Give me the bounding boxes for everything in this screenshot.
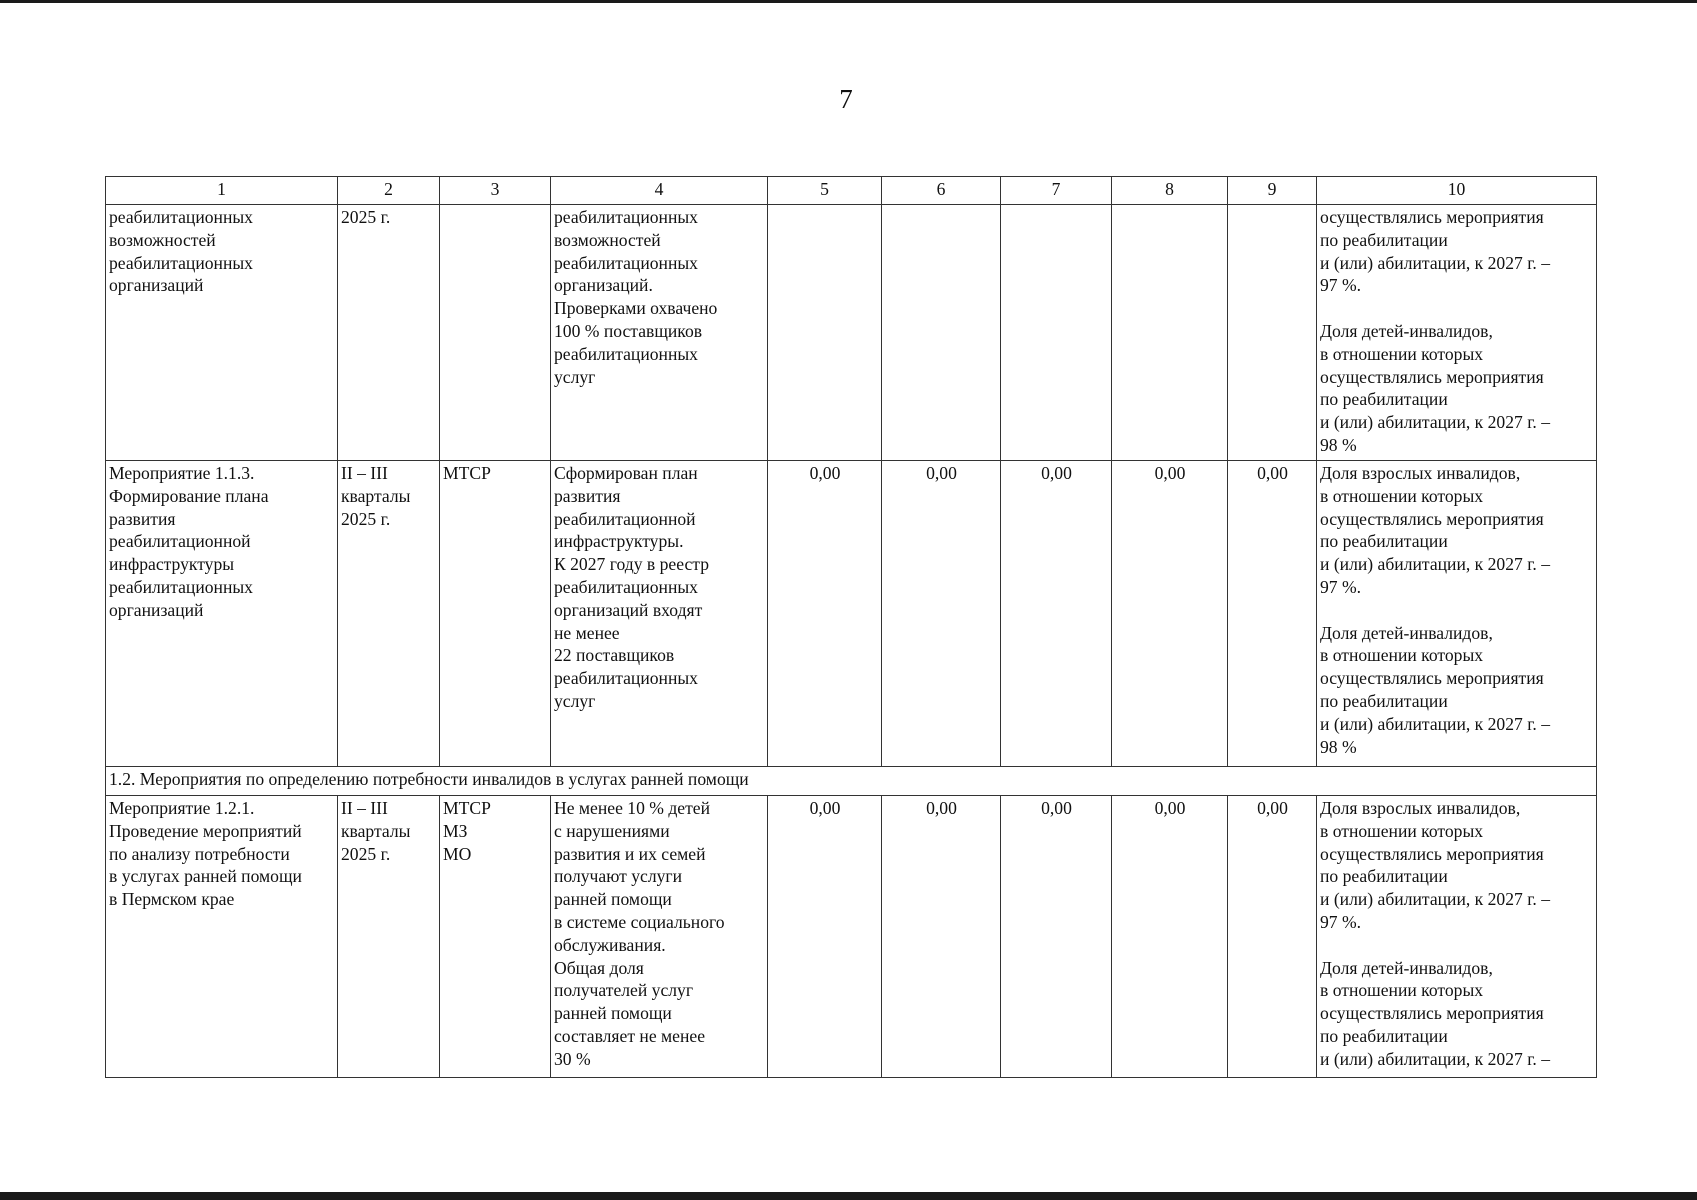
value-cell: [1112, 205, 1228, 461]
section-heading: 1.2. Мероприятия по определению потребности инвалидов в услугах ранней помощи: [106, 767, 1597, 796]
value-cell: 0,00: [1228, 461, 1317, 767]
result-cell: Сформирован план развития реабилитационной инфраструктуры. К 2027 году в реестр реабилитационных организаций входят не менее 22 поставщиков реабилитационных услуг: [551, 461, 768, 767]
value-cell: 0,00: [1112, 461, 1228, 767]
header-cell-1: 1: [106, 177, 338, 205]
scan-bottom-edge: [0, 1192, 1697, 1200]
value-cell: [1001, 205, 1112, 461]
event-name-cell: Мероприятие 1.1.3. Формирование плана развития реабилитационной инфраструктуры реабилитационных организаций: [106, 461, 338, 767]
deadline-cell: II – III кварталы 2025 г.: [338, 461, 440, 767]
page-number: 7: [839, 84, 853, 114]
event-name-cell: реабилитационных возможностей реабилитационных организаций: [106, 205, 338, 461]
value-cell: 0,00: [768, 796, 882, 1078]
value-cell: [1228, 205, 1317, 461]
header-cell-2: 2: [338, 177, 440, 205]
value-cell: 0,00: [882, 796, 1001, 1078]
value-cell: 0,00: [1112, 796, 1228, 1078]
indicator-cell: Доля взрослых инвалидов, в отношении которых осуществлялись мероприятия по реабилитации и (или) абилитации, к 2027 г. – 97 %. Доля детей-инвалидов, в отношении которых осуществлялись мероприятия по реабилитации и (или) абилитации, к 2027 г. –: [1317, 796, 1597, 1078]
section-row: [106, 767, 1597, 796]
scan-top-edge: [0, 0, 1697, 3]
value-cell: [882, 205, 1001, 461]
value-cell: 0,00: [768, 461, 882, 767]
indicator-cell: Доля взрослых инвалидов, в отношении которых осуществлялись мероприятия по реабилитации и (или) абилитации, к 2027 г. – 97 %. Доля детей-инвалидов, в отношении которых осуществлялись мероприятия по реабилитации и (или) абилитации, к 2027 г. – 98 %: [1317, 461, 1597, 767]
header-row: [106, 177, 1597, 205]
value-cell: 0,00: [1001, 796, 1112, 1078]
result-cell: реабилитационных возможностей реабилитационных организаций. Проверками охвачено 100 % поставщиков реабилитационных услуг: [551, 205, 768, 461]
header-cell-5: 5: [768, 177, 882, 205]
header-cell-8: 8: [1112, 177, 1228, 205]
table-row: [106, 796, 1597, 1078]
executor-cell: [440, 205, 551, 461]
value-cell: 0,00: [882, 461, 1001, 767]
header-cell-4: 4: [551, 177, 768, 205]
executor-cell: МТСР: [440, 461, 551, 767]
deadline-cell: 2025 г.: [338, 205, 440, 461]
table-row: [106, 205, 1597, 461]
event-name-cell: Мероприятие 1.2.1. Проведение мероприятий по анализу потребности в услугах ранней помощи в Пермском крае: [106, 796, 338, 1078]
value-cell: 0,00: [1228, 796, 1317, 1078]
indicator-cell: осуществлялись мероприятия по реабилитации и (или) абилитации, к 2027 г. – 97 %. Доля детей-инвалидов, в отношении которых осуществлялись мероприятия по реабилитации и (или) абилитации, к 2027 г. – 98 %: [1317, 205, 1597, 461]
header-cell-9: 9: [1228, 177, 1317, 205]
plan-table: [105, 176, 1597, 1078]
table-row: [106, 461, 1597, 767]
result-cell: Не менее 10 % детей с нарушениями развития и их семей получают услуги ранней помощи в системе социального обслуживания. Общая доля получателей услуг ранней помощи составляет не менее 30 %: [551, 796, 768, 1078]
header-cell-3: 3: [440, 177, 551, 205]
header-cell-7: 7: [1001, 177, 1112, 205]
executor-cell: МТСР МЗ МО: [440, 796, 551, 1078]
header-cell-6: 6: [882, 177, 1001, 205]
value-cell: [768, 205, 882, 461]
deadline-cell: II – III кварталы 2025 г.: [338, 796, 440, 1078]
header-cell-10: 10: [1317, 177, 1597, 205]
value-cell: 0,00: [1001, 461, 1112, 767]
